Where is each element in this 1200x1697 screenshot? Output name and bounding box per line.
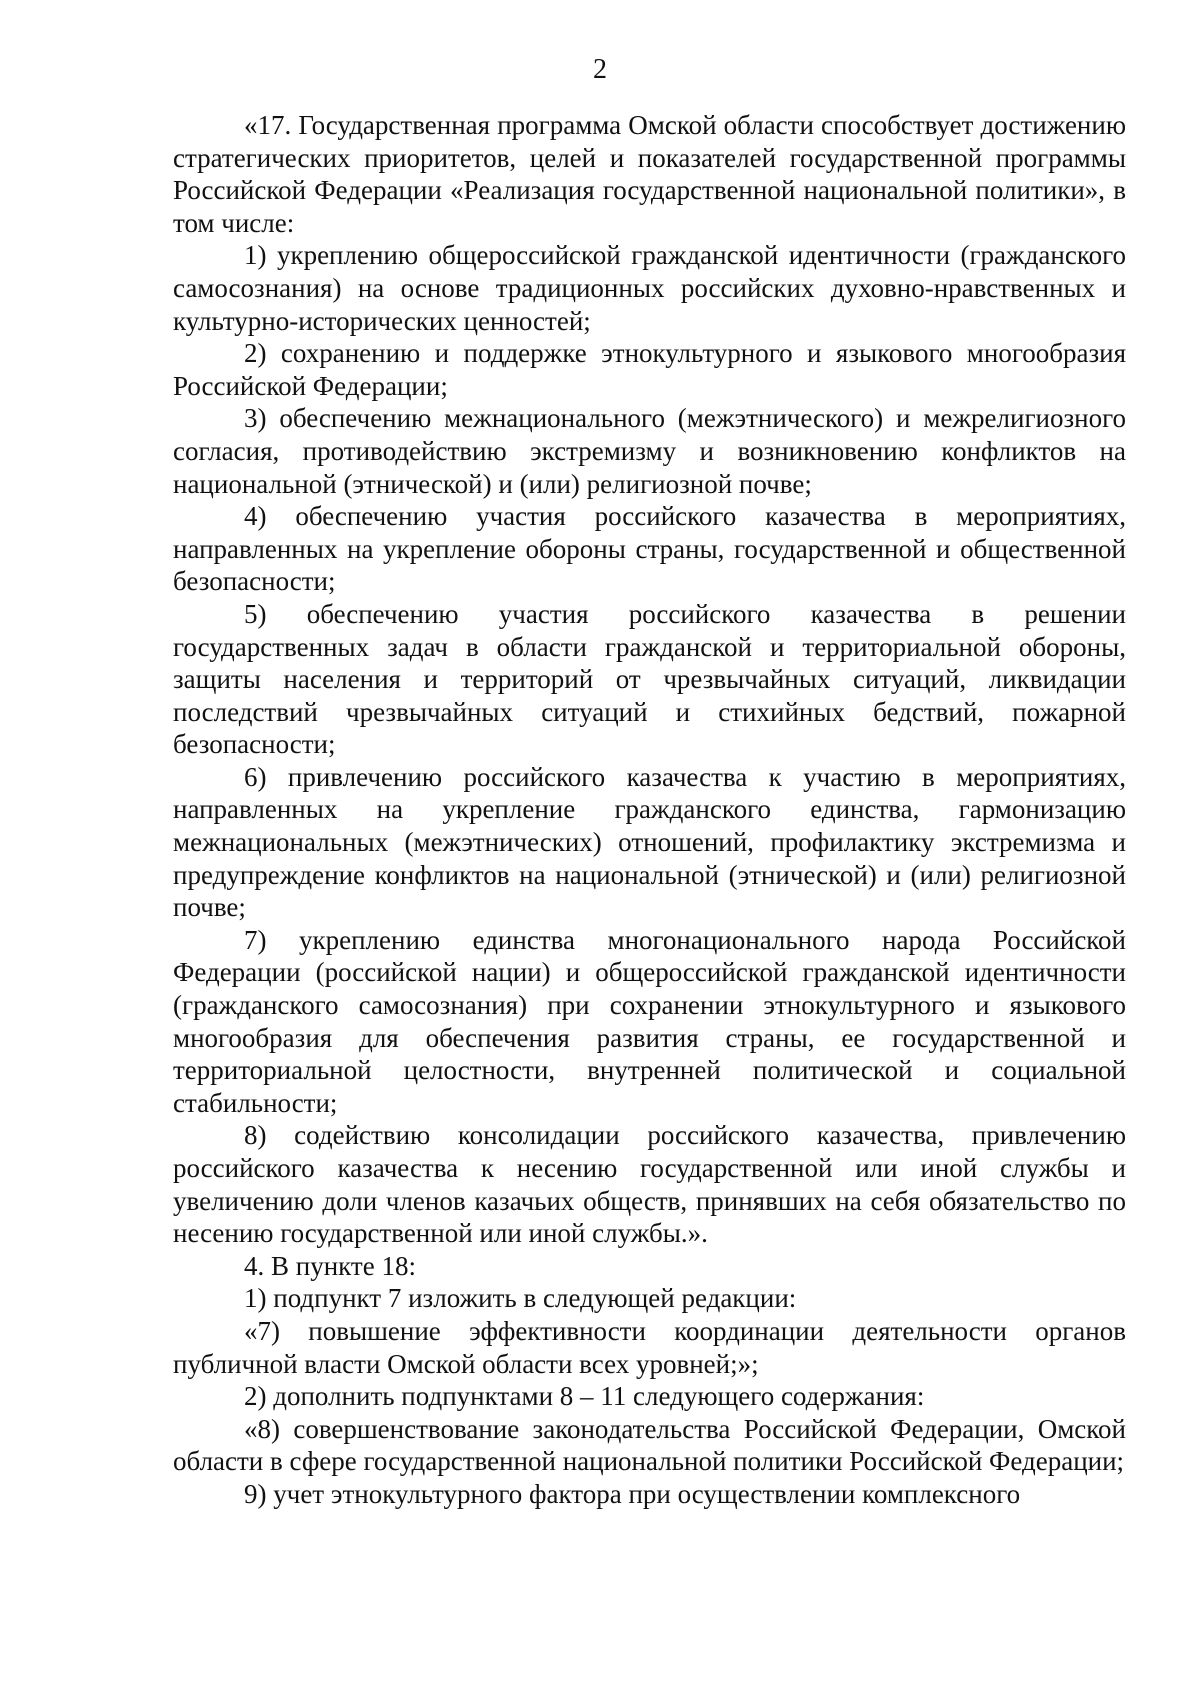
paragraph-quote-8: «8) совершенствование законодательства Российской Федерации, Омской области в сфере государственной национальной политики Российской Федерации; [173, 1413, 1126, 1477]
paragraph-item-17: «17. Государственная программа Омской области способствует достижению стратегических приоритетов, целей и показателей государственной программы Российской Федерации «Реализация государственной национальной политики», в том числе: [173, 110, 1126, 238]
paragraph-quote-7: «7) повышение эффективности координации деятельности органов публичной власти Омской области всех уровней;»; [173, 1315, 1126, 1379]
paragraph-amendment-1: 1) подпункт 7 изложить в следующей редакции: [244, 1283, 797, 1314]
document-body [173, 109, 1126, 1511]
paragraph-subitem-1: 1) укреплению общероссийской гражданской идентичности (гражданского самосознания) на основе традиционных российских духовно-нравственных и культурно-исторических ценностей; [173, 240, 1126, 336]
paragraph-subitem-3: 3) обеспечению межнационального (межэтнического) и межрелигиозного согласия, противодействию экстремизму и возникновению конфликтов на национальной (этнической) и (или) религиозной почве; [173, 403, 1126, 499]
paragraph-subitem-2: 2) сохранению и поддержке этнокультурного и языкового многообразия Российской Федерации; [173, 338, 1126, 401]
paragraph-subitem-7: 7) укреплению единства многонационального народа Российской Федерации (российской нации) и общероссийской гражданской идентичности (гражданского самосознания) при сохранении этнокультурного и языкового многообразия для обеспечения развития страны, ее государственной и территориальной целостности, внутренней политической и социальной стабильности; [173, 924, 1126, 1118]
paragraph-section-4: 4. В пункте 18: [244, 1250, 416, 1281]
paragraph-subitem-6: 6) привлечению российского казачества к участию в мероприятиях, направленных на укрепление гражданского единства, гармонизацию межнациональных (межэтнических) отношений, профилактику экстремизма и предупреждение конфликтов на национальной (этнической) и (или) религиозной почве; [173, 761, 1126, 923]
page-number: 2 [593, 54, 607, 85]
paragraph-subitem-4: 4) обеспечению участия российского казачества в мероприятиях, направленных на укрепление обороны страны, государственной и общественной безопасности; [173, 501, 1126, 597]
paragraph-quote-9: 9) учет этнокультурного фактора при осуществлении комплексного [244, 1478, 1021, 1509]
paragraph-amendment-2: 2) дополнить подпунктами 8 – 11 следующего содержания: [244, 1381, 925, 1412]
paragraph-subitem-8: 8) содействию консолидации российского казачества, привлечению российского казачества к несению государственной или иной службы и увеличению доли членов казачьих обществ, принявших на себя обязательство по несению государственной или иной службы.». [173, 1120, 1126, 1249]
paragraph-subitem-5: 5) обеспечению участия российского казачества в решении государственных задач в области гражданской и территориальной обороны, защиты населения и территорий от чрезвычайных ситуаций, ликвидации последствий чрезвычайных ситуаций и стихийных бедствий, пожарной безопасности; [173, 598, 1126, 760]
